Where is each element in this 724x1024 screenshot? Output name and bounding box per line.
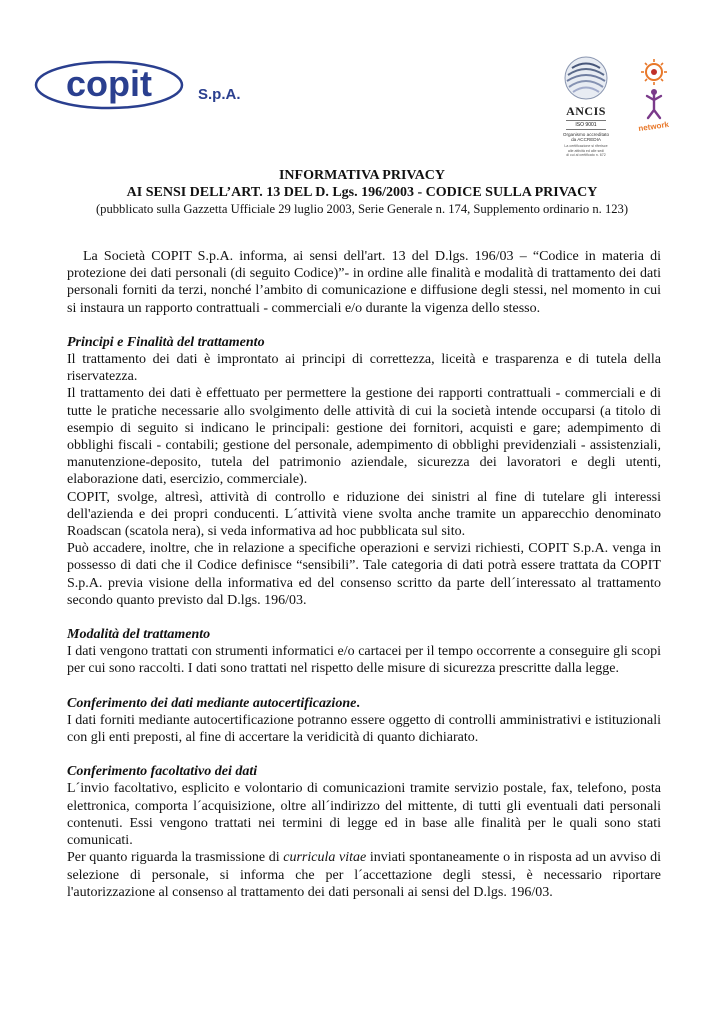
cert-name: ANCIS xyxy=(566,104,606,118)
document-title xyxy=(60,167,664,217)
sun-icon xyxy=(641,59,667,85)
intro-paragraph: La Società COPIT S.p.A. informa, ai sensi dell'art. 13 del D.lgs. 196/03 – “Codice in materia di protezione dei dati personali (di seguito Codice)”- in ordine alle finalità e modalità di trattamento dei dati personali forniti da terzi, nonché l’ambito di comunicazione e diffusione degli stessi, nel momento in cui si instaura un rapporto contrattuali - commerciali e/o durante la vigenza dello stesso. xyxy=(67,249,661,316)
text-run: inviati spontaneamente o in risposta ad un avviso di selezione di personale, si informa che per l´accettazione degli stessi, è necessario riportare l'autorizzazione al consenso al trattamento dei dati personali ai sensi del D.lgs. 196/03. xyxy=(67,850,661,900)
paragraph: Il trattamento dei dati è improntato ai principi di correttezza, liceità e trasparenza e di tutela della riservatezza. xyxy=(67,352,661,385)
logo-text: copit xyxy=(66,63,152,104)
network-logo xyxy=(630,58,678,138)
title-line-3: (pubblicato sulla Gazzetta Ufficiale 29 luglio 2003, Serie Generale n. 174, Supplemento ordinario n. 123) xyxy=(95,202,629,216)
section-heading-autocertificazione xyxy=(67,695,661,712)
cert-iso: ISO 9001 xyxy=(566,120,606,130)
cert-note-line: alle attività ed alle sedi xyxy=(567,148,605,153)
text-run: Per quanto riguarda la trasmissione di xyxy=(67,850,280,866)
section-heading-principi: Principi e Finalità del trattamento xyxy=(67,334,265,350)
section-heading-modalita: Modalità del trattamento xyxy=(67,627,211,643)
paragraph-curricula xyxy=(67,849,661,901)
cert-note-line: La certificazione si riferisce xyxy=(564,144,608,149)
paragraph: Può accadere, inoltre, che in relazione a specifiche operazioni e servizi richiesti, COPIT S.p.A. venga in possesso di dati che il Codice definisce “sensibili”. Tale categoria di dati potrà essere trattata da COPIT S.p.A. previa visione della informativa ed del consenso scritto da parte dell´interessato al trattamento secondo quanto previsto dal D.lgs. 196/03. xyxy=(67,541,661,608)
cert-note-line: di cui al certificato n. 672 xyxy=(566,152,606,157)
title-line-2: AI SENSI DELL’ART. 13 DEL D. Lgs. 196/2003 - CODICE SULLA PRIVACY xyxy=(126,185,598,200)
globe-icon xyxy=(563,55,609,101)
heading-text: Conferimento dei dati mediante autocertificazione xyxy=(67,695,357,711)
paragraph: L´invio facoltativo, esplicito e volontario di comunicazioni tramite servizio postale, fax, telefono, posta elettronica, comporta l´acquisizione, oltre all´indirizzo del mittente, di tutti gli eventuali dati personali contenuti. Essi vengono trattati nei termini di legge ed in base alle finalità per le quali sono stati comunicati. xyxy=(67,781,661,849)
letterhead xyxy=(0,0,724,165)
document-body xyxy=(67,248,661,901)
section-heading-facoltativo: Conferimento facoltativo dei dati xyxy=(67,764,258,780)
paragraph: I dati vengono trattati con strumenti informatici e/o cartacei per il tempo occorrente a conseguire gli scopi per cui sono raccolti. I dati sono trattati nel rispetto delle misure di sicurezza prescritte dalla legge. xyxy=(67,644,661,677)
cert-note xyxy=(558,144,614,157)
italic-term: curricula vitae xyxy=(283,850,367,866)
person-figure-icon xyxy=(647,89,661,118)
company-suffix: S.p.A. xyxy=(198,86,241,103)
copit-logo xyxy=(34,60,184,110)
network-text: network xyxy=(637,119,670,134)
cert-line: Organismo accreditato xyxy=(562,132,610,137)
paragraph: COPIT, svolge, altresì, attività di controllo e riduzione dei sinistri al fine di tutelare gli interessi dell'azienda e dei propri conducenti. L´attività viene svolta anche tramite un apparecchio denominato Roadscan (scatola nera), si veda informativa ad hoc pubblicata sul sito. xyxy=(67,489,661,540)
paragraph: I dati forniti mediante autocertificazione potranno essere oggetto di controlli amministrativi e istituzionali con gli enti preposti, al fine di accertare la veridicità di quanto dichiarato. xyxy=(67,712,661,746)
heading-period: . xyxy=(356,695,360,711)
title-line-1: INFORMATIVA PRIVACY xyxy=(278,168,446,183)
cert-line: da ACCREDIA xyxy=(571,137,601,143)
ancis-certification-mark xyxy=(558,55,614,157)
paragraph: Il trattamento dei dati è effettuato per permettere la gestione dei rapporti contrattuali - commerciali e di tutte le pratiche necessarie allo svolgimento delle attività di cui la società intende occuparsi (a titolo di esempio di seguito si indicano le principali: gestione dei fornitori, acquisti e gare; adempimento di obblighi fiscali - contabili; gestione del personale, adempimento di obblighi previdenziali - assistenziali, manutenzione-deposito, tutela del patrimonio aziendale, sicurezza dei lavoratori e degli utenti, elaborazione dati, esercizio, commerciale). xyxy=(67,386,661,488)
